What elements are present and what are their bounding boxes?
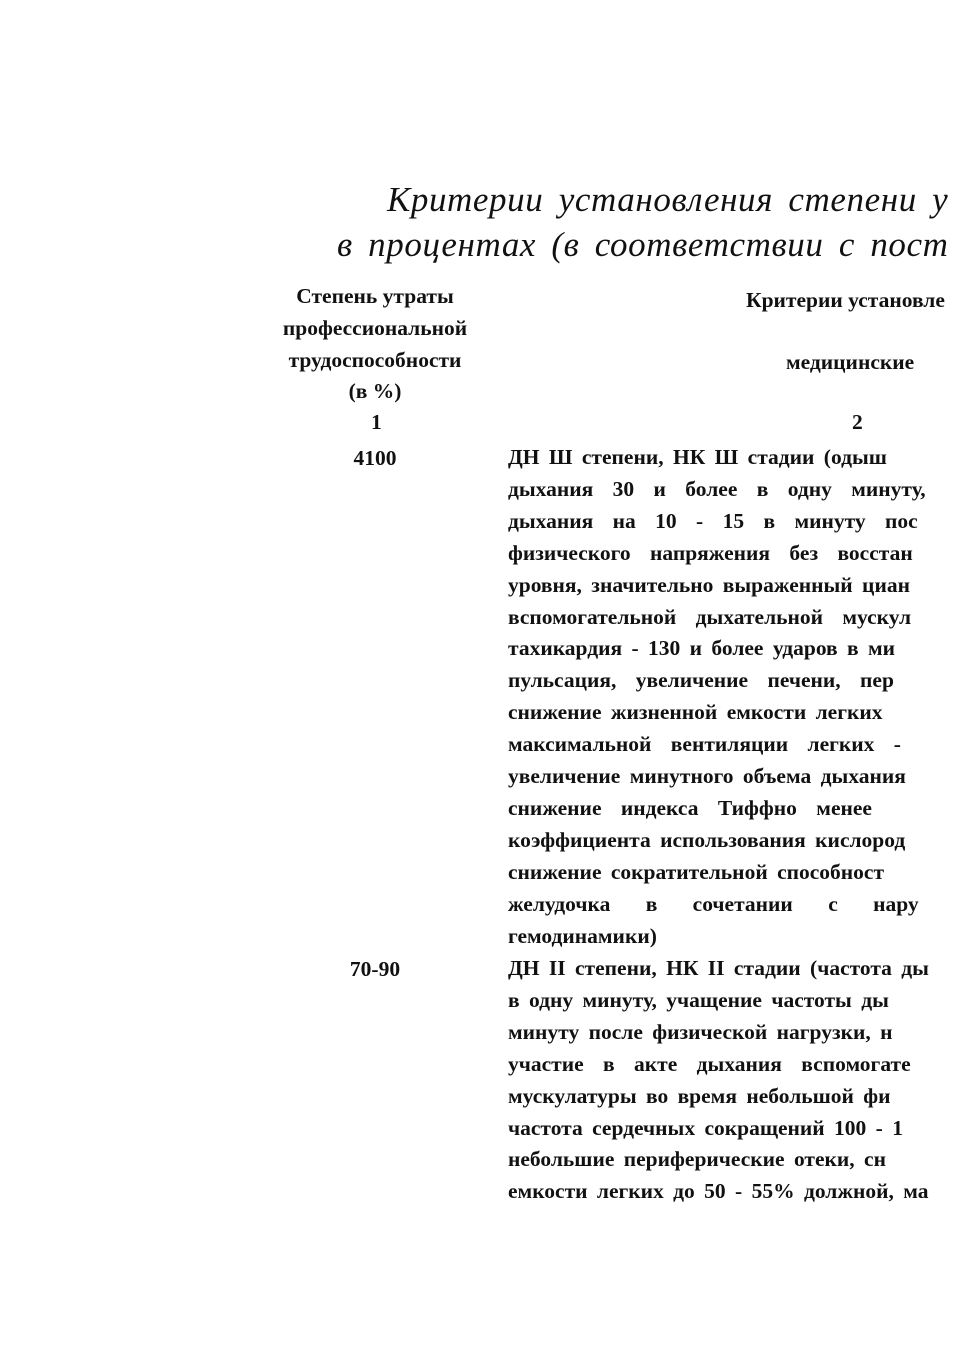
column-header-degree-line: трудоспособности — [288, 347, 462, 372]
criteria-line: небольшие периферические отеки, сн — [508, 1147, 886, 1172]
criteria-line: ДН II степени, НК II стадии (частота ды — [508, 956, 929, 980]
column-number-2: 2 — [852, 410, 863, 434]
column-header-criteria: Критерии установле — [746, 288, 945, 312]
criteria-line: емкости легких до 50 - 55% должной, ма — [508, 1179, 929, 1204]
criteria-line: снижение сократительной способност — [508, 859, 885, 884]
criteria-line: в одну минуту, учащение частоты ды — [508, 987, 889, 1012]
criteria-line: дыхания на 10 - 15 в минуту пос — [508, 508, 918, 533]
criteria-line: мускулатуры во время небольшой фи — [508, 1083, 891, 1108]
criteria-line: коэффициента использования кислород — [508, 827, 906, 852]
criteria-line: ДН Ш степени, НК Ш стадии (одыш — [508, 445, 887, 469]
criteria-line: физического напряжения без восстан — [508, 540, 913, 565]
criteria-line: дыхания 30 и более в одну минуту, — [508, 476, 926, 501]
column-header-degree — [250, 281, 500, 408]
criteria-line: желудочка в сочетании с нару — [508, 891, 919, 916]
criteria-line: минуту после физической нагрузки, н — [508, 1019, 893, 1044]
table-row-criteria — [508, 953, 929, 1208]
table-row-degree: 4100 — [353, 446, 397, 470]
criteria-line: гемодинамики) — [508, 923, 657, 948]
criteria-line: вспомогательной дыхательной мускул — [508, 604, 912, 629]
criteria-line: частота сердечных сокращений 100 - 1 — [508, 1115, 903, 1140]
criteria-line: участие в акте дыхания вспомогате — [508, 1051, 911, 1076]
column-header-degree-line: (в %) — [348, 379, 402, 404]
criteria-line: увеличение минутного объема дыхания — [508, 764, 906, 789]
table-row-degree: 70-90 — [349, 957, 401, 981]
criteria-line: пульсация, увеличение печени, пер — [508, 668, 894, 693]
title-line-1: Критерии установления степени у — [387, 180, 949, 219]
criteria-line: уровня, значительно выраженный циан — [508, 572, 910, 597]
column-subheader-medical: медицинские — [786, 350, 915, 374]
column-header-degree-line: Степень утраты — [296, 284, 454, 308]
title-line-2: в процентах (в соответствии с пост — [337, 225, 949, 264]
criteria-line: тахикардия - 130 и более ударов в ми — [508, 636, 896, 661]
column-header-degree-line: профессиональной — [282, 315, 468, 340]
table-row-criteria — [508, 442, 926, 953]
criteria-line: снижение жизненной емкости легких — [508, 700, 883, 725]
column-number-1: 1 — [371, 410, 382, 434]
criteria-line: максимальной вентиляции легких - — [508, 732, 901, 757]
criteria-line: снижение индекса Тиффно менее — [508, 795, 872, 820]
